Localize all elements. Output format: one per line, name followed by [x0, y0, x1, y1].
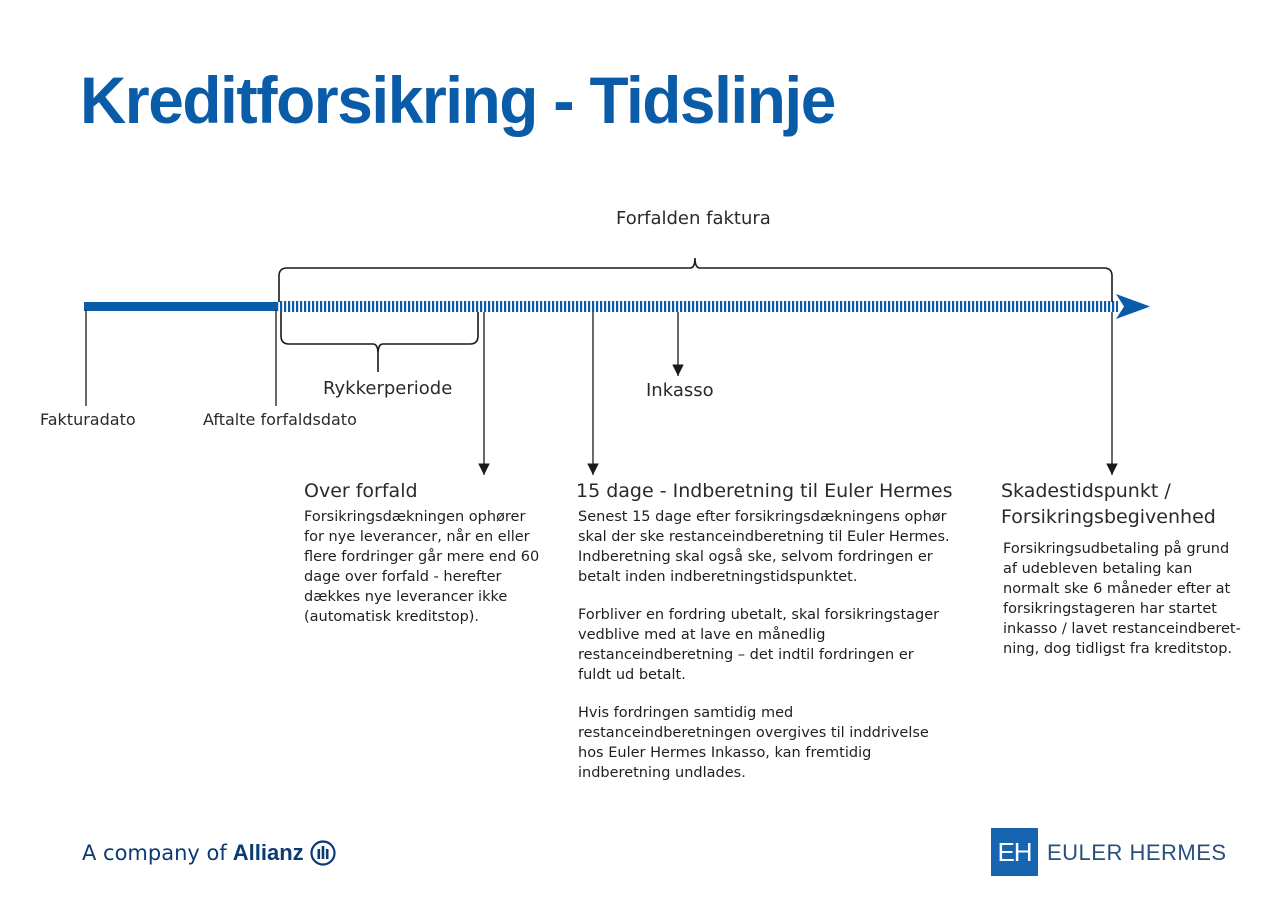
skadestidspunkt-heading: Skadestidspunkt / Forsikringsbegivenhed [1001, 480, 1216, 528]
page-title: Kreditforsikring - Tidslinje [80, 63, 835, 137]
bracket-bottom-label: Rykkerperiode [323, 378, 453, 399]
timeline-dashed-segment [278, 301, 1118, 312]
allianz-logo-icon [310, 840, 336, 866]
indberetning-section [576, 478, 966, 801]
euler-hermes-brand: EULER HERMES [1047, 840, 1227, 865]
fakturadato-label: Fakturadato [40, 410, 136, 429]
over-forfald-text: Forsikringsdækningen ophører for nye leverancer, når en eller flere fordringer går mere end 60 dage over forfald - herefter dækkes nye leverancer ikke (automatisk kreditstop). [304, 509, 540, 625]
euler-hermes-logo-mark: EH [991, 828, 1038, 876]
timeline-solid-segment [84, 302, 278, 311]
indberetning-text-1: Senest 15 dage efter forsikringsdækningens ophør skal der ske restanceindberetning til Euler Hermes. Indberetning skal også ske, selvom fordringen er betalt inden indberetningstidspunktet. [578, 509, 950, 585]
top-bracket [279, 258, 1112, 302]
allianz-name: Allianz [232, 840, 304, 865]
indberetning-text-3: Hvis fordringen samtidig med restanceindberetningen overgives til inddrivelse hos Euler Hermes Inkasso, kan fremtidig indberetning undlades. [578, 705, 929, 781]
forfaldsdato-label: Aftalte forfaldsdato [203, 410, 357, 429]
indberetning-heading: 15 dage - Indberetning til Euler Hermes [576, 480, 953, 502]
company-prefix: A company of [82, 841, 227, 865]
indberetning-text-2: Forbliver en fordring ubetalt, skal forsikringstager vedblive med at lave en månedlig restanceindberetning – det indtil fordringen er fuldt ud betalt. [578, 607, 940, 683]
over-forfald-heading: Over forfald [304, 480, 418, 502]
timeline-arrowhead [1116, 294, 1150, 319]
bracket-top-label: Forfalden faktura [616, 208, 771, 229]
over-forfald-section [304, 478, 544, 645]
allianz-tagline [82, 840, 336, 866]
skadestidspunkt-section [1001, 478, 1251, 677]
inkasso-label: Inkasso [646, 380, 714, 401]
bottom-bracket [281, 312, 478, 372]
skadestidspunkt-text: Forsikringsudbetaling på grund af udebleven betaling kan normalt ske 6 måneder efter at forsikringstageren har startet inkasso / lavet restanceindberet-ning, dog tidligst fra kreditstop. [1003, 541, 1241, 657]
